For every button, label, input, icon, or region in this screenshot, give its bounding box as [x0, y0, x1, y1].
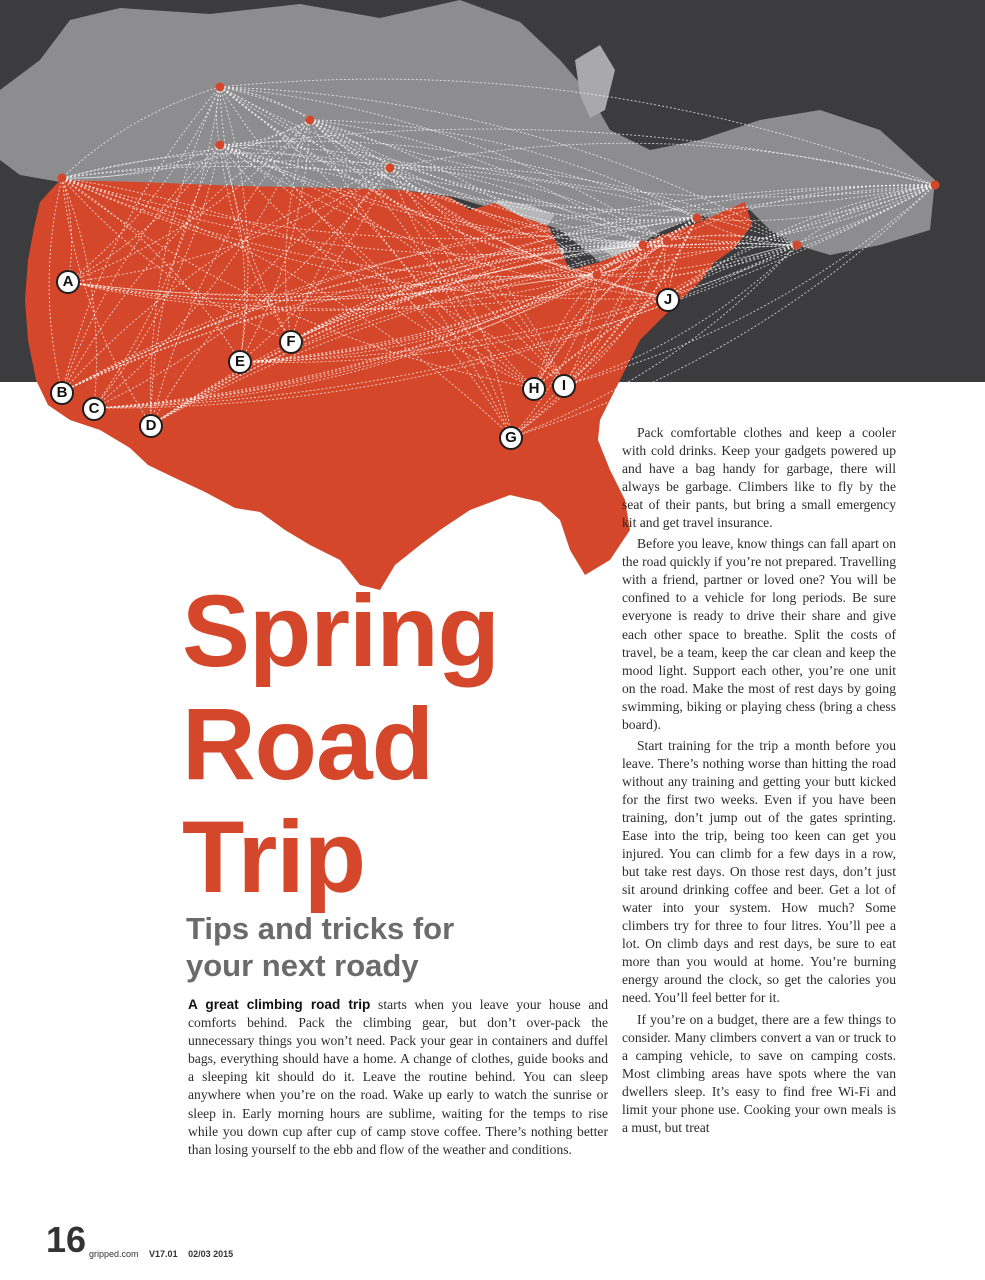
marker-a: A — [56, 270, 80, 294]
intro-lead: A great climbing road trip — [188, 997, 371, 1012]
subtitle-line: your next roady — [186, 948, 419, 983]
intro-text: starts when you leave your house and comforts behind. Pack the climbing gear, but don’t over-pack the unnecessary things you won’t need. Pack your gear in containers and duffel bags, everything should have a home. A change of clothes, guide books and a sleeping kit should do it. Leave the routine behind. You can sleep anywhere when you’re on the road. Wake up early to watch the sunrise or sleep in. Early morning hours are sublime, waiting for the temps to rise while you down cup after cup of camp stove coffee. There’s nothing better than losing yourself to the ebb and flow of the weather and conditions. — [188, 997, 608, 1157]
route-hub-dot — [306, 116, 315, 125]
title-line: Spring — [182, 574, 499, 688]
body-paragraph: If you’re on a budget, there are a few things to consider. Many climbers convert a van or truck to a camping vehicle, to save on camping costs. Most climbing areas have spots where the van dwellers sleep. It’s easy to find free Wi-Fi and limit your phone use. Cooking your own meals is a must, but treat — [622, 1011, 896, 1135]
marker-h: H — [522, 377, 546, 401]
title-line: Trip — [182, 800, 366, 914]
footer-site: gripped.com — [89, 1249, 139, 1259]
route-hub-dot — [639, 241, 648, 250]
footer-date: 02/03 2015 — [188, 1249, 234, 1259]
marker-c: C — [82, 397, 106, 421]
footer-meta — [89, 1249, 241, 1259]
marker-b: B — [50, 381, 74, 405]
route-hub-dot — [216, 83, 225, 92]
title-line: Road — [182, 687, 433, 801]
right-column — [622, 424, 896, 1137]
article-subtitle — [186, 910, 606, 984]
intro-paragraph — [188, 996, 608, 1159]
marker-e: E — [228, 350, 252, 374]
marker-d: D — [139, 414, 163, 438]
article-title — [182, 575, 602, 914]
marker-f: F — [279, 330, 303, 354]
body-paragraph: Start training for the trip a month before you leave. There’s nothing worse than hitting the road without any training and getting your butt kicked for the first two weeks. Even if you have been training, don’t jump out of the gates sprinting. Ease into the trip, being too keen can get you injured. You can climb for a few days in a row, but take rest days. On those rest days, don’t just sit around drinking coffee and beer. Get a lot of water into your system. How much? Some climbers try for three to four litres. You’ll pee a lot. On climb days and rest days, be sure to eat more than you would at home. You’re burning energy around the clock, so get the calories you need. You’ll feel better for it. — [622, 737, 896, 1006]
subtitle-line: Tips and tricks for — [186, 911, 455, 946]
page-number: 16 — [46, 1219, 87, 1260]
route-hub-dot — [931, 181, 940, 190]
footer-volume: V17.01 — [149, 1249, 178, 1259]
route-hub-dot — [693, 214, 702, 223]
route-hub-dot — [663, 237, 672, 246]
marker-i: I — [552, 374, 576, 398]
route-hub-dot — [793, 241, 802, 250]
route-hub-dot — [593, 271, 602, 280]
route-hub-dot — [386, 164, 395, 173]
route-hub-dot — [216, 141, 225, 150]
body-paragraph: Before you leave, know things can fall apart on the road quickly if you’re not prepared. Travelling with a friend, partner or loved one? You will be confined to a vehicle for long periods. Be sure everyone is ready to drive their share and give each other space to breathe. Split the costs of travel, be a team, keep the car clean and keep the mood light. Support each other, you’re one unit on the road. Make the most of rest days by going swimming, biking or playing chess (bring a chess board). — [622, 536, 896, 732]
route-hub-dot — [58, 174, 67, 183]
body-paragraph: Pack comfortable clothes and keep a cooler with cold drinks. Keep your gadgets powered up and have a bag handy for garbage, there will always be garbage. Climbers like to fly by the seat of their pants, but bring a small emergency kit and get travel insurance. — [622, 425, 896, 531]
marker-j: J — [656, 288, 680, 312]
marker-g: G — [499, 426, 523, 450]
